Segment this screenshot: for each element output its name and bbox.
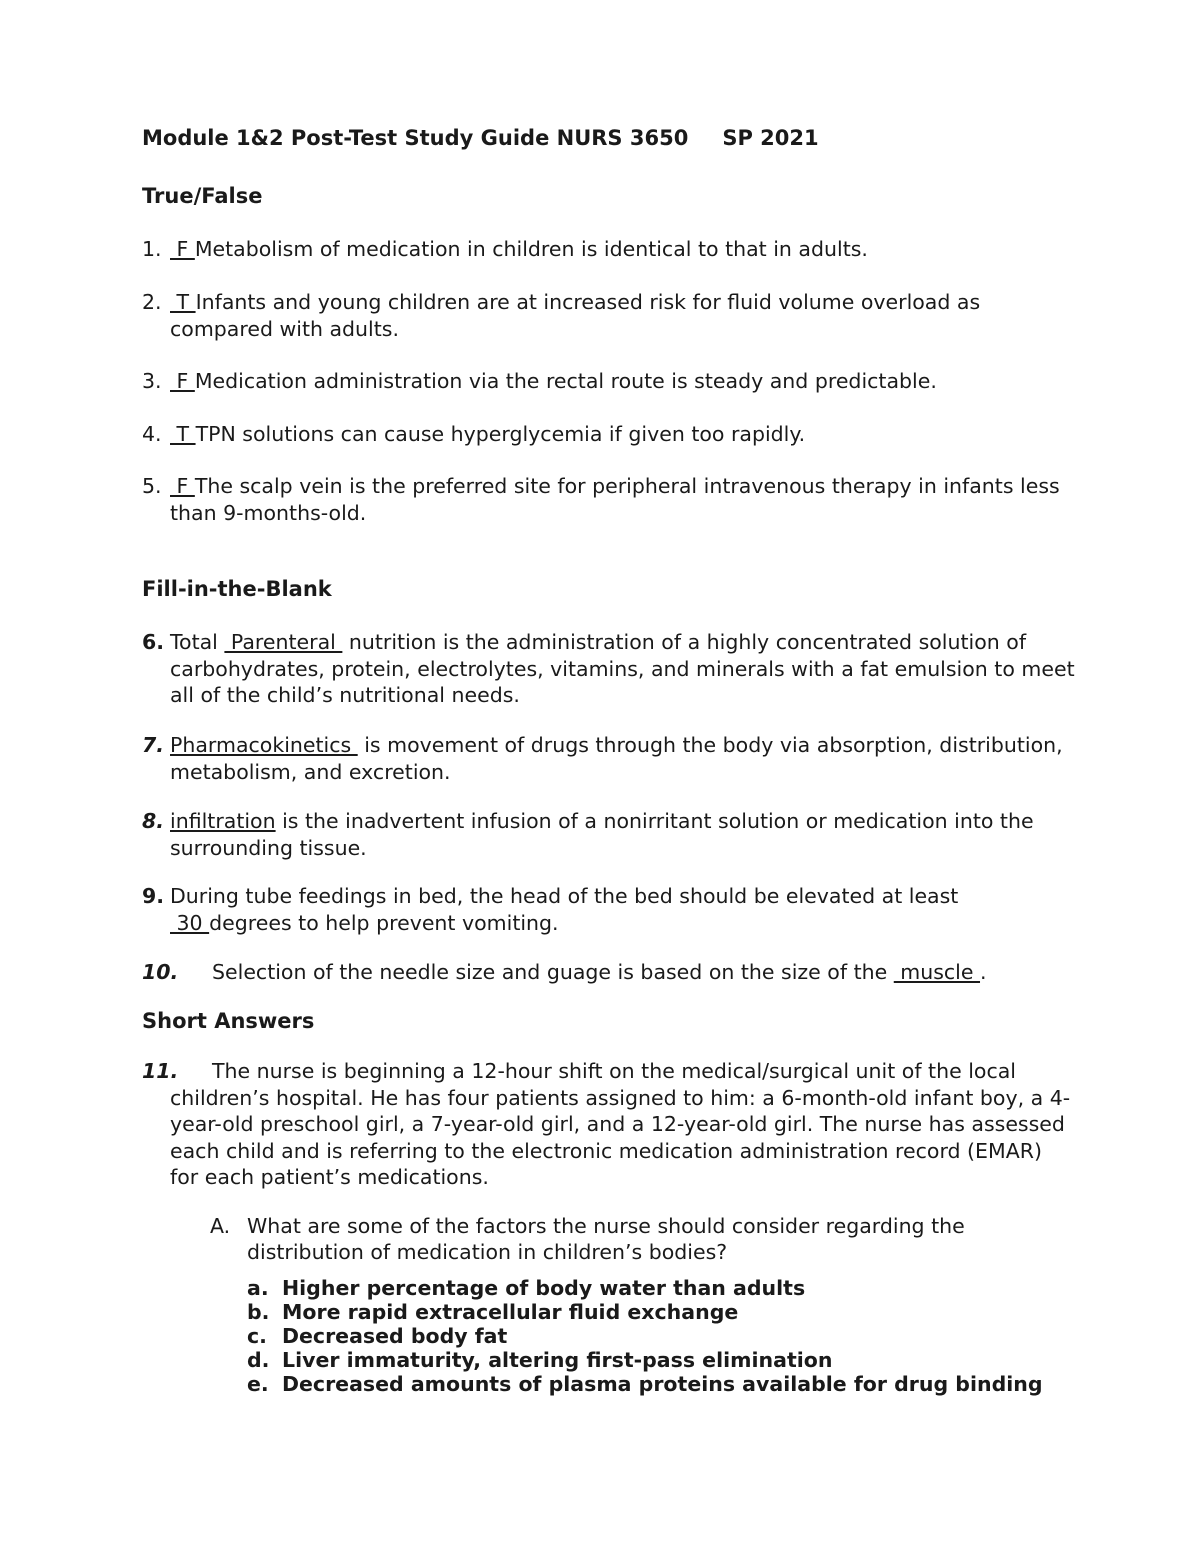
question-number: 8. xyxy=(142,809,165,833)
question-number: 9. xyxy=(142,884,165,908)
answer-blank: T xyxy=(170,422,196,446)
tf-question-2 xyxy=(142,289,1082,342)
question-text-pre: During tube feedings in bed, the head of the bed should be elevated at least xyxy=(170,884,959,908)
answer-blank: F xyxy=(170,237,195,261)
sub-question-text: What are some of the factors the nurse should consider regarding the distribution of medication in children’s bodies? xyxy=(247,1214,965,1264)
list-item-text: Decreased amounts of plasma proteins available for drug binding xyxy=(282,1372,1043,1396)
question-text-pre: Total xyxy=(170,630,225,654)
list-item-letter: c. xyxy=(247,1324,267,1348)
tf-question-4 xyxy=(142,421,1082,448)
answer-blank: muscle xyxy=(893,960,981,984)
question-text: The nurse is beginning a 12-hour shift on the medical/surgical unit of the local children’s hospital. He has four patients assigned to him: a 6-month-old infant boy, a 4-year-old preschool girl, a 7-year-old girl, and a 12-year-old girl. The nurse has assessed each child and is referring to the electronic medication administration record (EMAR) for each patient’s medications. xyxy=(170,1059,1071,1189)
question-number: 2. xyxy=(142,290,162,314)
answer-blank: Parenteral xyxy=(224,630,343,654)
question-text-post: . xyxy=(980,960,987,984)
question-number: 11. xyxy=(142,1059,179,1083)
fill-question-8 xyxy=(142,808,1082,861)
list-item xyxy=(247,1276,1043,1300)
section-heading-fill-in-the-blank: Fill-in-the-Blank xyxy=(142,577,332,601)
question-text-pre: Selection of the needle size and guage is based on the size of the xyxy=(212,960,894,984)
sub-question-a xyxy=(210,1213,1080,1265)
list-item-text: More rapid extracellular fluid exchange xyxy=(282,1300,739,1324)
question-number: 10. xyxy=(142,960,179,984)
list-item-letter: a. xyxy=(247,1276,269,1300)
answer-blank: T xyxy=(170,290,196,314)
question-number: 4. xyxy=(142,422,162,446)
list-item xyxy=(247,1372,1043,1396)
section-heading-short-answers: Short Answers xyxy=(142,1009,315,1033)
question-text: Infants and young children are at increased risk for fluid volume overload as compared with adults. xyxy=(170,290,981,341)
sub-question-letter: A. xyxy=(210,1214,231,1238)
title-term: SP 2021 xyxy=(722,126,819,150)
fill-question-10 xyxy=(142,959,1082,986)
list-item xyxy=(247,1348,1043,1372)
section-heading-true-false: True/False xyxy=(142,184,263,208)
list-item-text: Higher percentage of body water than adults xyxy=(282,1276,806,1300)
question-text: Medication administration via the rectal route is steady and predictable. xyxy=(194,369,937,393)
question-text: Metabolism of medication in children is identical to that in adults. xyxy=(194,237,868,261)
short-question-11 xyxy=(142,1058,1072,1191)
question-number: 1. xyxy=(142,237,162,261)
tf-question-3 xyxy=(142,368,1082,395)
list-item xyxy=(247,1300,1043,1324)
answer-blank: F xyxy=(170,474,195,498)
title-main: Module 1&2 Post-Test Study Guide NURS 3650 xyxy=(142,126,689,150)
list-item xyxy=(247,1324,1043,1348)
question-text: The scalp vein is the preferred site for peripheral intravenous therapy in infants less than 9-months-old. xyxy=(170,474,1060,525)
question-number: 6. xyxy=(142,630,165,654)
question-text-post: nutrition is the administration of a highly concentrated solution of carbohydrates, protein, electrolytes, vitamins, and minerals with a fat emulsion to meet all of the child’s nutritional needs. xyxy=(170,630,1075,707)
question-text: TPN solutions can cause hyperglycemia if given too rapidly. xyxy=(195,422,806,446)
list-item-letter: b. xyxy=(247,1300,270,1324)
fill-question-6 xyxy=(142,629,1082,709)
question-number: 7. xyxy=(142,733,165,757)
list-item-text: Decreased body fat xyxy=(282,1324,508,1348)
list-item-letter: d. xyxy=(247,1348,270,1372)
tf-question-5 xyxy=(142,473,1082,526)
answer-list xyxy=(247,1276,1043,1396)
question-number: 3. xyxy=(142,369,162,393)
question-text-post: is movement of drugs through the body via absorption, distribution, metabolism, and excretion. xyxy=(170,733,1063,784)
tf-question-1 xyxy=(142,236,1082,263)
question-text-post: is the inadvertent infusion of a nonirritant solution or medication into the surrounding tissue. xyxy=(170,809,1034,860)
answer-blank: F xyxy=(170,369,195,393)
fill-question-9 xyxy=(142,883,1082,936)
list-item-letter: e. xyxy=(247,1372,269,1396)
answer-blank: 30 xyxy=(170,910,210,935)
page-title xyxy=(142,126,819,150)
fill-question-7 xyxy=(142,732,1082,785)
list-item-text: Liver immaturity, altering first-pass elimination xyxy=(282,1348,833,1372)
question-text-post: degrees to help prevent vomiting. xyxy=(209,910,559,935)
answer-blank: Pharmacokinetics xyxy=(170,733,358,757)
question-number: 5. xyxy=(142,474,162,498)
answer-blank: infiltration xyxy=(170,809,276,833)
